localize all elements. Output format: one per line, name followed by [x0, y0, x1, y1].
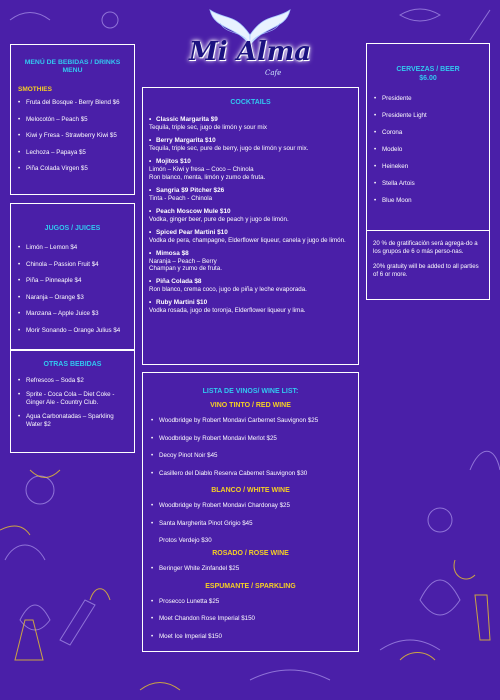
cocktail-desc: Ron blanco, crema coco, jugo de piña y leche evaporada. — [149, 286, 307, 294]
menu-item: • Agua Carbonatadas – Sparkling Water $2 — [16, 413, 129, 429]
cocktail-desc: Vodka de pera, champagne, Elderflower liqueur, canela y jugo de limón. — [149, 236, 346, 244]
cocktail-desc: Vodka, ginger beer, pure de peach y jugo de limón. — [149, 215, 289, 223]
juices-panel — [10, 203, 135, 350]
menu-item: • Lechoza – Papaya $5 — [16, 149, 129, 157]
cocktail-item — [149, 187, 352, 203]
cocktails-title: COCKTAILS — [230, 99, 271, 106]
menu-item: • Fruta del Bosque - Berry Blend $6 — [16, 99, 129, 107]
cocktail-name: • Classic Margarita $9 — [149, 116, 352, 124]
cocktail-desc: Naranja – Peach – Berry Champan y zumo de fruta. — [149, 257, 222, 273]
gratuity-note-es: 20 % de gratificación será agrega-do a los grupos de 6 o más perso-nas. — [373, 240, 478, 255]
wine-item: • Moet Ice Imperial $150 — [149, 633, 352, 641]
smoothies-title: SMOTHIES — [18, 86, 52, 93]
beer-title — [372, 65, 484, 83]
drinks-menu-title: MENÚ DE BEBIDAS / DRINKS MENU — [24, 59, 121, 74]
white-wine-title: BLANCO / WHITE WINE — [211, 487, 290, 494]
drinks-menu-panel — [10, 44, 135, 195]
wine-item: • Santa Margherita Pinot Grigio $45 — [149, 520, 352, 528]
wine-item: • Woodbridge by Robert Mondavi Chardonay $25 — [149, 502, 352, 510]
cocktail-desc: Tequila, triple sec, pure de berry, jugo de limón y sour mix. — [149, 144, 309, 152]
wine-list-title: LISTA DE VINOS/ WINE LIST: — [202, 388, 299, 395]
juices-title: JUGOS / JUICES — [44, 225, 101, 232]
cocktail-name: • Spiced Pear Martini $10 — [149, 229, 352, 237]
menu-item: • Chinola – Passion Fruit $4 — [16, 261, 129, 269]
other-drinks-title: OTRAS BEBIDAS — [43, 361, 102, 368]
cocktail-desc: Vodka rosada, jugo de toronja, Elderflower liqueur y lima. — [149, 307, 306, 315]
rose-wine-title: ROSADO / ROSE WINE — [212, 550, 289, 557]
logo-subtitle: Cafe — [265, 69, 282, 77]
wine-item: • Casillero del Diablo Reserva Cabernet Sauvignon $30 — [149, 470, 352, 478]
menu-item: • Piña – Pinneaple $4 — [16, 277, 129, 285]
mi-alma-cafe-logo — [150, 5, 350, 80]
beer-item: • Presidente Light — [372, 112, 484, 120]
cocktail-desc: Tinta - Peach - Chinola — [149, 194, 213, 202]
red-wine-title: VINO TINTO / RED WINE — [210, 402, 291, 409]
wine-item: • Decoy Pinot Noir $45 — [149, 452, 352, 460]
beer-title-text: CERVEZAS / BEER — [396, 66, 460, 73]
cocktail-item — [149, 299, 352, 315]
cocktail-item — [149, 229, 352, 245]
menu-item: • Sprite - Coca Cola – Diet Coke - Ginger Ale - Country Club. — [16, 391, 129, 407]
wine-list-panel — [142, 372, 359, 652]
menu-item: • Piña Colada Virgen $5 — [16, 165, 129, 173]
cocktail-name: • Piña Colada $8 — [149, 278, 352, 286]
menu-item: • Limón – Lemon $4 — [16, 244, 129, 252]
menu-item: • Kiwi y Fresa - Strawberry Kiwi $5 — [16, 132, 129, 140]
beer-item: • Presidente — [372, 95, 484, 103]
beer-price: $6.00 — [419, 75, 437, 82]
menu-item: • Naranja – Orange $3 — [16, 294, 129, 302]
cocktail-item — [149, 158, 352, 181]
cocktail-name: • Sangria $9 Pitcher $26 — [149, 187, 352, 195]
menu-item: • Manzana – Apple Juice $3 — [16, 310, 129, 318]
beer-item: • Stella Artois — [372, 180, 484, 188]
gratuity-note-panel — [366, 230, 490, 300]
wine-item: • Moet Chandon Rose Imperial $150 — [149, 615, 352, 623]
cocktail-name: • Mimosa $8 — [149, 250, 352, 258]
cocktail-item — [149, 137, 352, 153]
menu-item: • Morir Sonando – Orange Julius $4 — [16, 327, 129, 335]
wine-item: • Woodbridge by Robert Mondavi Merlot $25 — [149, 435, 352, 443]
cocktail-name: • Ruby Martini $10 — [149, 299, 352, 307]
cocktail-desc: Tequila, triple sec, jugo de limón y sour mix — [149, 124, 267, 131]
cocktail-item — [149, 116, 352, 132]
cocktail-name: • Berry Margarita $10 — [149, 137, 352, 145]
wine-item: • Beringer White Zinfandel $25 — [149, 565, 352, 573]
beer-item: • Heineken — [372, 163, 484, 171]
cocktails-panel — [142, 87, 359, 365]
beer-item: • Modelo — [372, 146, 484, 154]
cocktail-item — [149, 278, 352, 294]
cocktail-name: • Mojitos $10 — [149, 158, 352, 166]
sparkling-wine-title: ESPUMANTE / SPARKLING — [205, 582, 296, 590]
cocktail-item — [149, 208, 352, 224]
cocktail-name: • Peach Moscow Mule $10 — [149, 208, 352, 216]
wine-item: • Prosecco Lunetta $25 — [149, 598, 352, 606]
menu-item: • Refrescos – Soda $2 — [16, 377, 129, 385]
wine-item: Protos Verdejo $30 — [159, 537, 212, 544]
other-drinks-panel — [10, 350, 135, 453]
logo-name: Mi Alma — [188, 37, 312, 67]
wine-item: • Woodbridge by Robert Mondavi Carbernet Sauvignon $25 — [149, 417, 352, 425]
beer-item: • Blue Moon — [372, 197, 484, 205]
cocktail-desc: Limón – Kiwi y fresa – Coco – Chinola Ron blanco, menta, limón y zumo de fruta. — [149, 165, 266, 181]
beer-panel — [366, 43, 490, 231]
gratuity-note-en: 20% gratuity will be added to all parties of 6 or more. — [373, 263, 479, 278]
cocktail-item — [149, 250, 352, 273]
menu-item: • Melocotón – Peach $5 — [16, 116, 129, 124]
beer-item: • Corona — [372, 129, 484, 137]
